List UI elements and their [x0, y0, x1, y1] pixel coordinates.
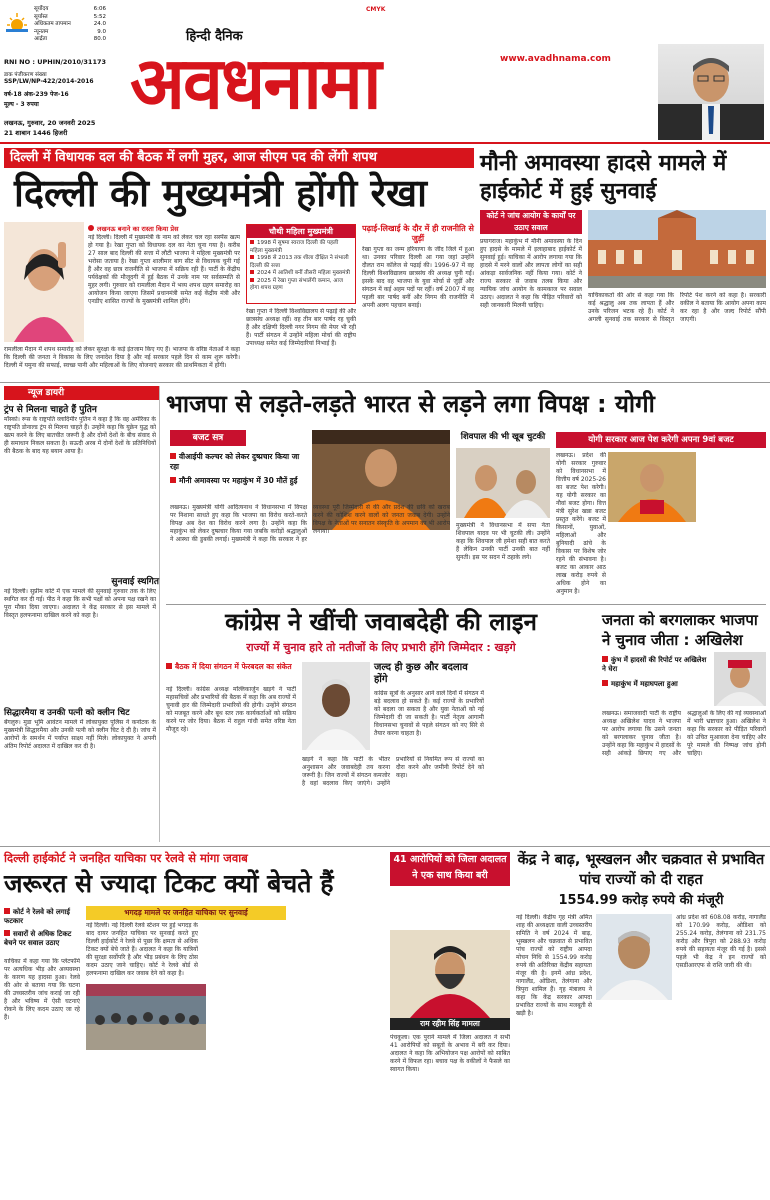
delhi-lead-label [88, 224, 240, 233]
yogi-body: लखनऊ। मुख्यमंत्री योगी आदित्यनाथ ने विधानसभा में विपक्ष पर निशाना साधते हुए कहा कि भाजपा का विरोध करते-करते विपक्ष अब देश का विरोध करने लगा है। उन्होंने कहा कि महाकुंभ को लेकर दुष्प्रचार किया गया जबकि करोड़ों श्रद्धालुओं ने आस्था की डुबकी लगाई। मुख्यमंत्री ने कहा कि सरकार ने हर व्यवस्था पूरी जिम्मेदारी से की और प्रदेश की छवि को खराब करने की कोशिश करने वालों को जनता जवाब देगी। उन्होंने विपक्ष के नेताओं पर सनातन संस्कृति के अपमान का भी आरोप लगाया। [170, 504, 450, 543]
delhi-headline: दिल्ली की मुख्यमंत्री होंगी रेखा [14, 171, 427, 215]
railway-headline: जरूरत से ज्यादा टिकट क्यों बेचते हैं [4, 869, 334, 898]
news-diary-title [4, 386, 159, 400]
weather-label: सूर्यास्त [34, 13, 48, 20]
delhi-body-1: नई दिल्ली। दिल्ली में मुख्यमंत्री के नाम को लेकर चल रहा सस्पेंस खत्म हो गया है। रेखा गुप्ता को विधायक दल का नेता चुना गया है। करीब 27 साल बाद दिल्ली की सत्ता में लौटी भाजपा ने महिला मुख्यमंत्री पर भरोसा जताया है। रेखा गुप्ता शालीमार बाग सीट से विधायक चुनी गई हैं और वह छात्र राजनीति से भाजपा में सक्रिय रही हैं। पार्टी के केंद्रीय पर्यवेक्षकों की मौजूदगी में हुई बैठक में उनके नाम पर सर्वसम्मति से मुहर लगी। गुरुवार को रामलीला मैदान में भव्य शपथ ग्रहण समारोह का आयोजन किया जाएगा जिसमें प्रधानमंत्री समेत कई केंद्रीय मंत्री और एनडीए शासित राज्यों के मुख्यमंत्री शामिल होंगे। [88, 234, 240, 305]
diary-item-2-body: नई दिल्ली। सुप्रीम कोर्ट में एक मामले की सुनवाई गुरुवार तक के लिए स्थगित कर दी गई। पीठ ने कहा कि सभी पक्षों को अपना पक्ष रखने का पूरा मौका दिया जाएगा। अदालत ने केंद्र सरकार से इस मामले में विस्तृत हलफनामा दाखिल करने को कहा है। [4, 588, 156, 619]
delhi-mid-body: रेखा गुप्ता का जन्म हरियाणा के जींद जिले में हुआ था। उनका परिवार दिल्ली आ गया जहां उन्होंने दौलत राम कॉलेज से पढ़ाई की। 1996-97 में वह दिल्ली विश्वविद्यालय छात्रसंघ की अध्यक्ष चुनी गईं। इसके बाद वह भाजपा के युवा मोर्चा से जुड़ीं और संगठन में कई अहम पदों पर रहीं। वर्ष 2007 में वह पहली बार पार्षद बनीं और निगम की राजनीति में अपनी अलग पहचान बनाई। [362, 246, 474, 309]
news-diary [4, 386, 160, 842]
center-body-1: नई दिल्ली। केंद्रीय गृह मंत्री अमित शाह की अध्यक्षता वाली उच्चस्तरीय समिति ने वर्ष 2024 में बाढ़, भूस्खलन और चक्रवात से प्रभावित पांच राज्यों को राष्ट्रीय आपदा मोचन निधि से 1554.99 करोड़ रुपये की अतिरिक्त केंद्रीय सहायता मंजूर की है। इनमें आंध्र प्रदेश, नागालैंड, ओडिशा, तेलंगाना और त्रिपुरा शामिल हैं। गृह मंत्रालय ने कहा कि केंद्र सरकार आपदा प्रभावित राज्यों के साथ मजबूती से खड़ी है। [516, 914, 592, 1017]
railway-body-bottom [86, 1054, 384, 1196]
fourth-cm-item: 2024 में आतिशी बनीं तीसरी महिला मुख्यमंत्री [250, 270, 352, 278]
mauni-sub: कोर्ट ने जांच आयोग के कार्यों पर उठाए सवाल [480, 210, 582, 234]
railway-bullet-1: कोर्ट ने रेलवे को लगाई फटकार [4, 908, 70, 925]
weather-block [4, 6, 104, 48]
congress-sub: राज्यों में चुनाव हारे तो नतीजों के लिए प्रभारी होंगे जिम्मेदार : खड़गे [246, 641, 516, 654]
congress-change-head: जल्द ही कुछ और बदलाव होंगे [374, 662, 468, 685]
mauni-headline: मौनी अमावस्या हादसे मामले में हाईकोर्ट में हुई सुनवाई [480, 151, 727, 204]
ram-rahim-photo [390, 930, 510, 1018]
yogi-headline: भाजपा से लड़ते-लड़ते भारत से लड़ने लगा विपक्ष : योगी [166, 390, 655, 418]
news-diary-label: न्यूज डायरी [28, 388, 65, 398]
dateline: लखनऊ, गुरुवार, 20 जनवरी 2025 [4, 119, 96, 127]
weather-value: 5:52 [93, 13, 106, 20]
delhi-body-3: रेखा गुप्ता ने दिल्ली विश्वविद्यालय से पढ़ाई की और छात्रसंघ अध्यक्ष रहीं। वह तीन बार पार्षद रह चुकी हैं और दक्षिणी दिल्ली नगर निगम की मेयर भी रही हैं। पार्टी संगठन में उन्होंने महिला मोर्चा की राष्ट्रीय उपाध्यक्ष समेत कई जिम्मेदारियां निभाई हैं। [246, 308, 356, 347]
weather-label: सूर्योदय [34, 6, 49, 12]
weather-value: 24.0 [93, 21, 106, 27]
akhilesh-bullet-2: महाकुंभ में महाघपला हुआ [602, 680, 712, 689]
congress-body-1: नई दिल्ली। कांग्रेस अध्यक्ष मल्लिकार्जुन खड़गे ने पार्टी महासचिवों और प्रभारियों की बैठक में कहा कि अब राज्यों में चुनावी हार की जिम्मेदारी प्रभारियों की होगी। उन्होंने संगठन को मजबूत करने और बूथ स्तर तक कार्यकर्ताओं को सक्रिय करने पर जोर दिया। बैठक में राहुल गांधी समेत वरिष्ठ नेता मौजूद रहे। [166, 686, 296, 733]
postal-label: डाक पंजीकरण संख्या [4, 72, 47, 78]
stampede-label: भगदड़ मामले पर जनहित याचिका पर सुनवाई [86, 906, 286, 920]
railway-kicker: दिल्ली हाईकोर्ट ने जनहित याचिका पर रेलवे से मांगा जवाब [4, 851, 248, 865]
weather-label: अधिकतम तापमान [34, 21, 71, 27]
rni-number: RNI NO : UPHIN/2010/31173 [4, 58, 107, 66]
railway-body-left: याचिका में कहा गया कि प्लेटफॉर्म पर अत्यधिक भीड़ और अव्यवस्था के कारण यह हादसा हुआ। रेलवे की ओर से बताया गया कि घटना की उच्चस्तरीय जांच कराई जा रही है और भविष्य में ऐसी घटनाएं रोकने के लिए कदम उठाए जा रहे हैं। [4, 958, 80, 1021]
diary-item-1-body: मॉस्को। रूस के राष्ट्रपति व्लादिमीर पुतिन ने कहा है कि वह अमेरिका के राष्ट्रपति डोनाल्ड ट्रंप से मिलना चाहते हैं। उन्होंने कहा कि यूक्रेन युद्ध को खत्म करने के लिए बातचीत जरूरी है और दोनों देशों के बीच संवाद से ही समाधान निकल सकता है। सऊदी अरब में दोनों देशों के प्रतिनिधियों की बैठक के बाद यह बयान आया है। [4, 416, 156, 455]
congress-change-body: कांग्रेस सूत्रों के अनुसार आने वाले दिनों में संगठन में बड़े बदलाव हो सकते हैं। कई राज्यों के प्रभारियों को बदला जा सकता है और युवा नेताओं को नई जिम्मेदारी दी जा सकती है। पार्टी नेतृत्व आगामी विधानसभा चुनावों से पहले संगठन को नए सिरे से तैयार करना चाहता है। [374, 690, 484, 737]
price: मूल्य - 3 रुपया [4, 101, 39, 108]
court-photo [588, 210, 766, 288]
diary-item-3-head: सिद्धारमैया व उनकी पत्नी को क्लीन चिट [4, 708, 130, 718]
delhi-lead-label-text: लखनऊ बनाने का रास्ता किया प्रेस [97, 225, 179, 233]
fourth-cm-box [246, 224, 356, 304]
akhilesh-bullet-1: कुंभ में हादसों की रिपोर्ट पर अखिलेश ने घेरा [602, 656, 707, 673]
amit-shah-photo [596, 914, 672, 1000]
congress-lead-label: बैठक में दिया संगठन में फेरबदल का संकेत [166, 662, 296, 672]
fourth-cm-item: 1998 में सुषमा स्वराज दिल्ली की पहली महिला मुख्यमंत्री [250, 240, 339, 254]
columnist-photo [658, 44, 764, 140]
weather-label: आर्द्रता [34, 36, 48, 42]
center-body-3 [596, 1004, 672, 1196]
sun-icon [4, 10, 30, 36]
hindi-daily-label: हिन्दी दैनिक [186, 29, 243, 44]
mauni-body-1: प्रयागराज। महाकुंभ में मौनी अमावस्या के दिन हुए हादसे के मामले में इलाहाबाद हाईकोर्ट में सुनवाई हुई। याचिका में आरोप लगाया गया कि हादसे में मरने वालों और लापता लोगों का सही आंकड़ा सार्वजनिक नहीं किया गया। कोर्ट ने राज्य सरकार से जवाब तलब किया और न्यायिक जांच आयोग के कामकाज पर सवाल उठाए। अदालत ने कहा कि पीड़ित परिवारों को सही जानकारी मिलनी चाहिए। [480, 238, 582, 309]
railway-bullet-2: सवारों से अधिक टिकट बेचने पर सवाल उठाए [4, 930, 72, 947]
railway-body-intro: नई दिल्ली। नई दिल्ली रेलवे स्टेशन पर हुई भगदड़ के बाद दायर जनहित याचिका पर सुनवाई करते हुए दिल्ली हाईकोर्ट ने रेलवे से पूछा कि क्षमता से अधिक टिकट क्यों बेचे जाते हैं। अदालत ने कहा कि यात्रियों की सुरक्षा सर्वोपरि है और भीड़ प्रबंधन के लिए ठोस कदम उठाए जाने चाहिए। कोर्ट ने रेलवे बोर्ड से हलफनामा दाखिल कर जवाब देने को कहा है। [86, 922, 198, 977]
weather-value: 6:06 [93, 6, 106, 12]
center-headline: केंद्र ने बाढ़, भूस्खलन और चक्रवात से प्रभावित पांच राज्यों को दी राहत [517, 852, 765, 888]
diary-item-3-body: बेंगलुरु। मुडा भूमि आवंटन मामले में लोकायुक्त पुलिस ने कर्नाटक के मुख्यमंत्री सिद्धारमैया और उनकी पत्नी को क्लीन चिट दे दी है। जांच में आरोपों के समर्थन में पर्याप्त साक्ष्य नहीं मिले। लोकायुक्त ने अपनी अंतिम रिपोर्ट अदालत में दाखिल कर दी है। [4, 719, 156, 750]
yogi-budget-body-2 [700, 452, 766, 600]
hijri-date: 21 शाबान 1446 हिजरी [4, 129, 68, 137]
shivpal-body: मुख्यमंत्री ने विधानसभा में सपा नेता शिवपाल यादव पर भी चुटकी ली। उन्होंने कहा कि शिवपाल जी हमेशा सही बात करते हैं लेकिन उनकी पार्टी उनकी बात नहीं सुनती। इस पर सदन में ठहाके लगे। [456, 522, 550, 561]
railway-body-right [210, 922, 384, 1050]
kharge-photo [302, 662, 370, 750]
yogi-budget-head: योगी सरकार आज पेश करेगी अपना 9वां बजट [556, 432, 766, 448]
weather-label: न्यूनतम [34, 28, 49, 35]
mauni-body-2: याचिकाकर्ता की ओर से कहा गया कि कई श्रद्धालु अब तक लापता हैं और उनके परिजन भटक रहे हैं। कोर्ट ने अगली सुनवाई तक सरकार से विस्तृत रिपोर्ट पेश करने को कहा है। सरकारी वकील ने बताया कि आयोग अपना काम कर रहा है और जल्द रिपोर्ट सौंपी जाएगी। [588, 292, 766, 323]
akhilesh-photo [714, 652, 766, 706]
ram-rahim-caption: राम रहीम सिंह मामला [390, 1018, 510, 1030]
delhi-mid-head: पढ़ाई-लिखाई के दौर में ही राजनीति से जुड़ीं [362, 224, 474, 243]
akhilesh-body: लखनऊ। समाजवादी पार्टी के राष्ट्रीय अध्यक्ष अखिलेश यादव ने भाजपा पर आरोप लगाया कि उसने जनता को बरगलाकर चुनाव जीता है। उन्होंने कहा कि महाकुंभ में हादसों के सही आंकड़े छिपाए गए और श्रद्धालुओं के लिए की गई व्यवस्थाओं में भारी भ्रष्टाचार हुआ। अखिलेश ने कहा कि सरकार को पीड़ित परिवारों को उचित मुआवजा देना चाहिए और पूरे मामले की निष्पक्ष जांच होनी चाहिए। [602, 710, 766, 757]
congress-headline: कांग्रेस ने खींची जवाबदेही की लाइन [225, 608, 537, 636]
fourth-cm-item: 1998 से 2013 तक शीला दीक्षित ने संभाली दिल्ली की सत्ता [250, 255, 349, 269]
ram-rahim-body: पंचकूला। एक पुराने मामले में जिला अदालत ने सभी 41 आरोपियों को सबूतों के अभाव में बरी कर दिया। अदालत ने कहा कि अभियोजन पक्ष आरोपों को साबित करने में विफल रहा। बचाव पक्ष के वकीलों ने फैसले का स्वागत किया। [390, 1034, 510, 1073]
diary-item-2-head: सुनवाई स्थगित [111, 577, 159, 587]
center-body-2: आंध्र प्रदेश को 608.08 करोड़, नागालैंड को 170.99 करोड़, ओडिशा को 255.24 करोड़, तेलंगाना को 231.75 करोड़ और त्रिपुरा को 288.93 करोड़ रुपये की सहायता मंजूर की गई है। इससे पहले भी केंद्र ने इन राज्यों को एसडीआरएफ से राशि जारी की थी। [676, 914, 766, 969]
center-amount: 1554.99 करोड़ रुपये की मंजूरी [558, 893, 724, 908]
website-url: www.avadhnama.com [500, 54, 611, 64]
fourth-cm-item: 2025 में रेखा गुप्ता संभालेंगी कमान, आज होगा शपथ ग्रहण [250, 277, 343, 291]
weather-value: 9.0 [97, 28, 106, 35]
delhi-kicker: दिल्ली में विधायक दल की बैठक में लगी मुहर, आज सीएम पद की लेंगी शपथ [4, 148, 474, 168]
rekha-photo [4, 222, 84, 342]
newspaper-logo: अवधनामा [130, 40, 380, 125]
congress-body-2: खड़गे ने कहा कि पार्टी के भीतर अनुशासन और जवाबदेही तय करना जरूरी है। जिन राज्यों में संगठन कमजोर है वहां बदलाव किए जाएंगे। उन्होंने प्रभारियों से नियमित रूप से राज्यों का दौरा करने और जमीनी रिपोर्ट देने को कहा। [302, 756, 484, 787]
yogi-bullet-1: वीआईपी कल्चर को लेकर दुष्प्रचार किया जा रहा [170, 452, 300, 471]
cmyk-mark: CMYK [366, 6, 386, 13]
shivpal-head: शिवपाल की भी खूब चुटकी [460, 432, 546, 442]
ram-rahim-head: 41 आरोपियों को जिला अदालत ने एक साथ किया बरी [390, 852, 510, 886]
diary-item-1-head: ट्रंप से मिलना चाहते हैं पुतिन [4, 405, 97, 415]
weather-value: 80.0 [93, 36, 106, 42]
postal-number: SSP/LW/NP-422/2014-2016 [4, 78, 94, 85]
shivpal-photo [456, 448, 550, 518]
congress-body-3 [490, 662, 596, 840]
yogi-bullet-2: मौनी अमावस्या पर महाकुंभ में 30 मौतें हुईं [170, 476, 306, 486]
station-photo [86, 984, 206, 1050]
budget-photo [608, 452, 696, 522]
yogi-budget-body: लखनऊ। प्रदेश की योगी सरकार गुरुवार को विधानसभा में वित्तीय वर्ष 2025-26 का बजट पेश करेगी। यह योगी सरकार का नौवां बजट होगा। वित्त मंत्री सुरेश खन्ना बजट प्रस्तुत करेंगे। बजट में किसानों, युवाओं, महिलाओं और बुनियादी ढांचे के विकास पर विशेष जोर रहने की संभावना है। बजट का आकार आठ लाख करोड़ रुपये से अधिक होने का अनुमान है। [556, 452, 606, 595]
issue-info: वर्ष-18 अंक-239 पेज-16 [4, 91, 69, 98]
akhilesh-headline: जनता को बरगलाकर भाजपा ने चुनाव जीता : अखिलेश [602, 611, 758, 649]
fourth-cm-title: चौथी महिला मुख्यमंत्री [247, 225, 355, 238]
delhi-body-2: रामलीला मैदान में शपथ समारोह को लेकर सुरक्षा के कड़े इंतजाम किए गए हैं। भाजपा के वरिष्ठ नेताओं ने कहा कि दिल्ली की जनता ने विकास के लिए जनादेश दिया है और नई सरकार पहले दिन से काम शुरू करेगी। दिल्ली में यमुना की सफाई, स्वच्छ पानी और महिलाओं के लिए योजनाएं सरकार की प्राथमिकता में होंगी। [4, 346, 240, 369]
budget-session-label: बजट सत्र [170, 430, 246, 446]
